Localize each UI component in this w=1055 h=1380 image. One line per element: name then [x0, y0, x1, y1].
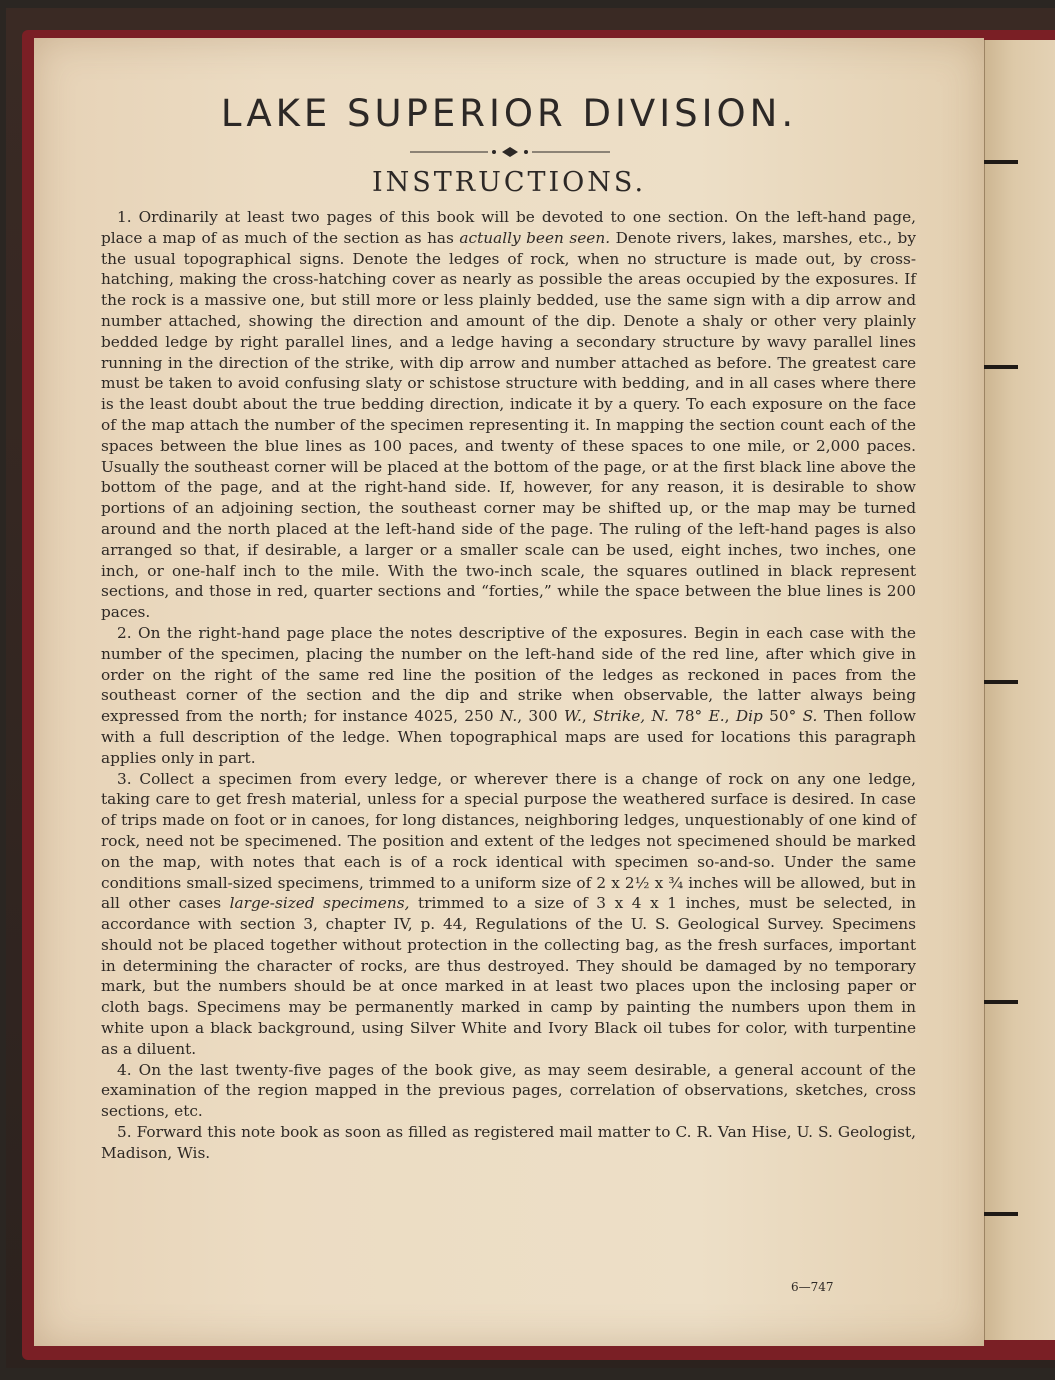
- instructions-body: [101, 207, 916, 1164]
- instruction-paragraph: [101, 769, 916, 1060]
- instruction-emphasis: actually been seen.: [459, 228, 611, 247]
- instruction-text: Then follow with a full description of the ledge. When topographical maps are used for locations this paragraph applies only in part.: [101, 707, 916, 767]
- instruction-text: 50°: [762, 707, 803, 726]
- instruction-text: Collect a specimen from every ledge, or wherever there is a change of rock on any one ledge, taking care to get fresh material, unless for a special purpose the weathered surface is desired. In case of trips made on foot or in canoes, for long distances, neighboring ledges, unquestionably of one kind of rock, need not be specimened. The position and extent of the ledges not specimened should be marked on the map, with notes that each is of a rock identical with specimen so-and-so. Under the same conditions small-sized specimens, trimmed to a uniform size of 2 x 2½ x ¾ inches will be allowed, but in all other cases: [101, 769, 916, 913]
- instruction-emphasis: S.: [802, 707, 818, 726]
- binding-stitch: [984, 1212, 1018, 1216]
- instruction-paragraph: [101, 207, 916, 623]
- instruction-number: 4.: [117, 1060, 139, 1079]
- binding-stitch: [984, 365, 1018, 369]
- instruction-emphasis: Strike, N.: [593, 707, 669, 726]
- instruction-text: ,: [724, 707, 736, 726]
- instructions-heading: INSTRUCTIONS.: [371, 167, 647, 198]
- binding-stitch: [984, 1000, 1018, 1004]
- adjacent-page-edge: [984, 40, 1055, 1340]
- instruction-paragraph: [101, 623, 916, 769]
- instruction-emphasis: N.: [499, 707, 518, 726]
- instruction-text: 78°: [668, 707, 709, 726]
- instruction-number: 1.: [117, 208, 139, 226]
- ornament-divider: [410, 146, 610, 158]
- instruction-emphasis: W.: [563, 707, 582, 726]
- instruction-text: Ordinarily at least two pages of this book will be devoted to one section. On the left-hand page, place a map of as much of the section as has: [101, 208, 916, 247]
- instruction-text: Denote rivers, lakes, marshes, etc., by the usual topographical signs. Denote the ledges of rock, when no structure is made out, by cross-hatching, making the cross-hatching cover as nearly as possible the areas occupied by the exposures. If the rock is a massive one, but still more or less plainly bedded, use the same sign with a dip arrow and number attached, showing the direction and amount of the dip. Denote a shaly or other very plainly bedded ledge by right parallel lines, and a ledge having a secondary structure by wavy parallel lines running in the direction of the strike, with dip arrow and number attached as before. The greatest care must be taken to avoid confusing slaty or schistose structure with bedding, and in all cases where there is the least doubt about the true bedding direction, indicate it by a query. To each exposure on the face of the map attach the number of the specimen representing it. In mapping the section count each of the spaces between the blue lines as 100 paces, and twenty of these spaces to one mile, or 2,000 paces. Usually the southeast corner will be placed at the bottom of the page, or at the first black line above the bottom of the page, and at the right-hand side. If, however, for any reason, it is desirable to show portions of an adjoining section, the southeast corner may be shifted up, or the map may be turned around and the north placed at the left-hand side of the page. The ruling of the left-hand pages is also arranged so that, if desirable, a larger or a smaller scale can be used, eight inches, two inches, one inch, or one-half inch to the mile. With the two-inch scale, the squares outlined in black represent sections, and those in red, quarter sections and “forties,” while the space between the blue lines is 200 paces.: [101, 228, 916, 622]
- binding-stitch: [984, 160, 1018, 164]
- instruction-paragraph: [101, 1060, 916, 1122]
- instruction-number: 2.: [117, 623, 139, 642]
- instruction-number: 3.: [117, 769, 140, 788]
- instruction-text: Forward this note book as soon as filled as registered mail matter to C. R. Van Hise, U. S. Geologist, Madison, Wis.: [101, 1123, 916, 1162]
- instruction-emphasis: E.: [708, 707, 725, 726]
- instruction-text: ,: [581, 707, 594, 726]
- instruction-number: 5.: [117, 1123, 137, 1142]
- instruction-emphasis: Dip: [735, 707, 763, 726]
- instruction-paragraph: [101, 1122, 916, 1164]
- form-number: 6—747: [791, 1280, 834, 1294]
- instruction-text: , 300: [517, 707, 564, 726]
- instruction-text: trimmed to a size of 3 x 4 x 1 inches, must be selected, in accordance with section 3, chapter IV, p. 44, Regulations of the U. S. Geological Survey. Specimens should not be placed together without protection in the collecting bag, as the fresh surfaces, important in determining the character of rocks, are thus destroyed. They should be damaged by no temporary mark, but the numbers should be at once marked in at least two places upon the inclosing paper or cloth bags. Specimens may be permanently marked in camp by painting the numbers upon them in white upon a black background, using Silver White and Ivory Black oil tubes for color, with turpentine as a diluent.: [101, 894, 917, 1058]
- instruction-text: On the right-hand page place the notes descriptive of the exposures. Begin in each case with the number of the specimen, placing the number on the left-hand side of the red line, after which give in order on the right of the same red line the position of the ledges as reckoned in paces from the southeast corner of the section and the dip and strike when observable, the latter always being expressed from the north; for instance 4025, 250: [101, 623, 916, 726]
- instruction-emphasis: large-sized specimens,: [229, 894, 410, 913]
- page-title: LAKE SUPERIOR DIVISION.: [220, 92, 798, 135]
- instruction-text: On the last twenty-five pages of the book give, as may seem desirable, a general account of the examination of the region mapped in the previous pages, correlation of observations, sketches, cross sections, etc.: [101, 1060, 916, 1121]
- binding-stitch: [984, 680, 1018, 684]
